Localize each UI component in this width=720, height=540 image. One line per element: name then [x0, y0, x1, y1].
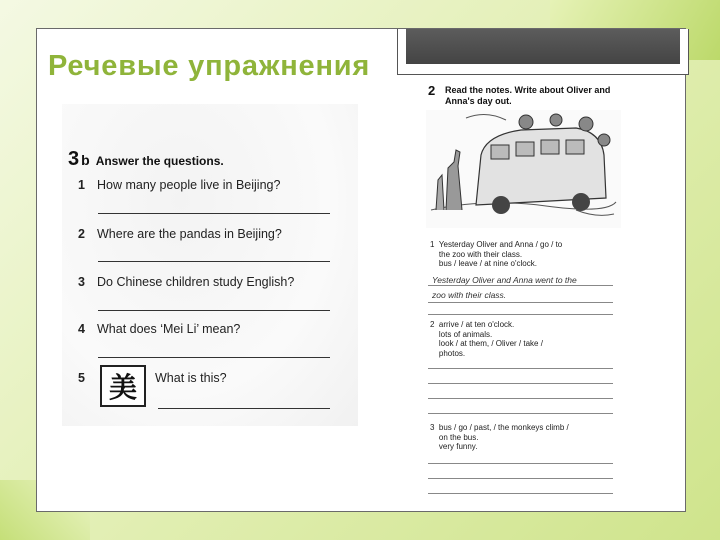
answer-line-1 [98, 213, 330, 214]
exercise-2-number: 2 [428, 83, 436, 98]
note-line: bus / leave / at nine o'clock. [438, 259, 537, 268]
exercise-instruction: Answer the questions. [95, 154, 224, 168]
question-text: Where are the pandas in Beijing? [97, 227, 282, 241]
question-text: How many people live in Beijing? [97, 178, 281, 192]
question-number: 3 [78, 275, 85, 289]
writing-line [428, 463, 613, 464]
writing-line [428, 285, 613, 286]
question-text: What does ‘Mei Li’ mean? [97, 322, 241, 336]
question-2 [78, 227, 282, 241]
question-text: Do Chinese children study English? [97, 275, 295, 289]
note-line: lots of animals. [438, 329, 493, 339]
exercise-3b-heading [68, 148, 224, 171]
header-decoration-fill [406, 29, 680, 64]
note-line: photos. [438, 348, 466, 358]
note-line: on the bus. [438, 432, 479, 442]
question-1 [78, 178, 280, 192]
slide-title: Речевые упражнения [48, 50, 371, 82]
note-line: the zoo with their class. [438, 249, 523, 259]
note-number: 3 [430, 423, 435, 432]
note-line: bus / go / past, / the monkeys climb / [438, 423, 569, 432]
answer-line-5 [158, 408, 330, 409]
question-number: 2 [78, 227, 85, 241]
note-1 [430, 240, 562, 269]
note-3 [430, 423, 569, 452]
writing-line [428, 302, 613, 303]
writing-line [428, 478, 613, 479]
writing-line [428, 398, 613, 399]
note-line: Yesterday Oliver and Anna / go / to [438, 240, 563, 249]
chinese-character-box: 美 [100, 365, 146, 407]
exercise-2-heading: Read the notes. Write about Oliver and Anna's day out. [445, 85, 611, 106]
answer-line-4 [98, 357, 330, 358]
question-number: 4 [78, 322, 85, 336]
note-number: 1 [430, 240, 435, 249]
note-line: look / at them, / Oliver / take / [438, 339, 543, 348]
answer-line-2 [98, 261, 330, 262]
writing-line [428, 368, 613, 369]
note-line: arrive / at ten o'clock. [438, 320, 515, 329]
writing-line [428, 383, 613, 384]
question-number: 1 [78, 178, 85, 192]
example-answer-line-1: Yesterday Oliver and Anna went to the [432, 275, 577, 285]
writing-line [428, 493, 613, 494]
header-decoration [397, 29, 689, 75]
question-4 [78, 322, 240, 336]
question-number: 5 [78, 371, 85, 385]
note-2 [430, 320, 543, 358]
example-answer-line-2: zoo with their class. [432, 290, 507, 300]
question-5-text: What is this? [155, 371, 227, 385]
answer-line-3 [98, 310, 330, 311]
note-line: very funny. [438, 442, 478, 451]
exercise-letter: b [81, 152, 90, 168]
note-number: 2 [430, 320, 435, 329]
writing-line [428, 413, 613, 414]
writing-line [428, 314, 613, 315]
question-5-number [78, 371, 97, 385]
zoo-bus-illustration [426, 110, 621, 228]
question-3 [78, 275, 294, 289]
exercise-number: 3 [68, 148, 80, 170]
